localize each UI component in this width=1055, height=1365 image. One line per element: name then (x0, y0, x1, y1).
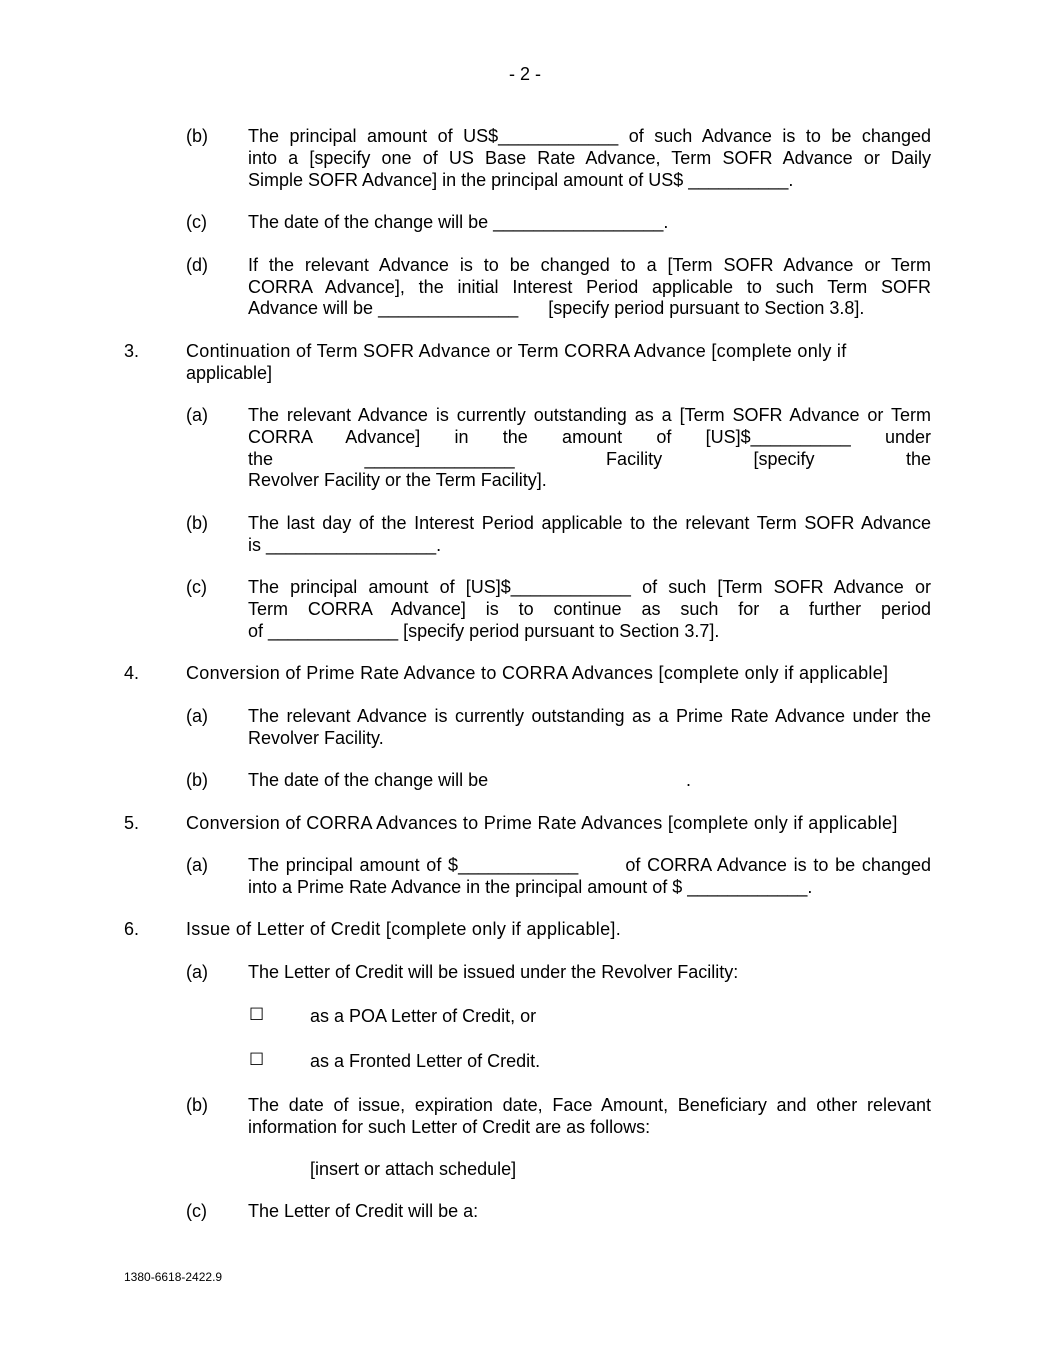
item-label-4b: (b) (186, 770, 208, 790)
document-footer-id: 1380-6618-2422.9 (124, 1270, 223, 1284)
item-6c-text: The Letter of Credit will be a: (248, 1201, 479, 1221)
item-label-6c: (c) (186, 1201, 207, 1221)
item-label-2d: (d) (186, 255, 208, 275)
item-3b-line-1: The last day of the Interest Period applicable to the relevant Term SOFR Advance (248, 513, 931, 533)
section-number-6: 6. (124, 919, 140, 939)
item-6b-line-1: The date of issue, expiration date, Face Amount, Beneficiary and other relevant (248, 1095, 931, 1115)
item-2c-text: The date of the change will be _________________. (248, 212, 669, 232)
section-4-title: Conversion of Prime Rate Advance to CORRA Advances [complete only if applicable] (186, 663, 889, 683)
item-3c-line-2: Term CORRA Advance] is to continue as such for a further period (248, 599, 931, 619)
item-4a-line-1: The relevant Advance is currently outstanding as a Prime Rate Advance under the (248, 706, 931, 726)
item-label-5a: (a) (186, 855, 208, 875)
item-3a-line-2: CORRA Advance] in the amount of [US]$__________ under (248, 427, 931, 447)
item-3a-line-4: Revolver Facility or the Term Facility]. (248, 470, 547, 490)
item-3a-line-1: The relevant Advance is currently outstanding as a [Term SOFR Advance or Term (248, 405, 931, 425)
item-5a-line-2: into a Prime Rate Advance in the principal amount of $ ____________. (248, 877, 813, 897)
item-2d-line-2: CORRA Advance], the initial Interest Period applicable to such Term SOFR (248, 277, 931, 297)
option-fronted-letter-label: as a Fronted Letter of Credit. (310, 1051, 541, 1071)
item-2d-line-1: If the relevant Advance is to be changed to a [Term SOFR Advance or Term (248, 255, 931, 275)
section-3-title-line-2: applicable] (186, 363, 273, 383)
item-label-6a: (a) (186, 962, 208, 982)
item-4b-period: . (686, 770, 692, 790)
section-number-3: 3. (124, 341, 140, 361)
checkbox-fronted-letter[interactable]: ☐ (249, 1050, 265, 1070)
item-label-2c: (c) (186, 212, 207, 232)
item-3c-line-3: of _____________ [specify period pursuant to Section 3.7]. (248, 621, 720, 641)
page-number: - 2 - (509, 64, 542, 84)
section-6-title: Issue of Letter of Credit [complete only if applicable]. (186, 919, 622, 939)
item-2b-line-2: into a [specify one of US Base Rate Advance, Term SOFR Advance or Daily (248, 148, 931, 168)
item-2b-line-1: The principal amount of US$____________ of such Advance is to be changed (248, 126, 931, 146)
item-2b-line-3: Simple SOFR Advance] in the principal amount of US$ __________. (248, 170, 794, 190)
section-5-title: Conversion of CORRA Advances to Prime Rate Advances [complete only if applicable] (186, 813, 898, 833)
item-label-3b: (b) (186, 513, 208, 533)
item-2d-line-3: Advance will be ______________ [specify period pursuant to Section 3.8]. (248, 298, 865, 318)
section-number-4: 4. (124, 663, 140, 683)
checkbox-poa-letter[interactable]: ☐ (249, 1005, 265, 1025)
item-label-4a: (a) (186, 706, 208, 726)
item-5a-line-1: The principal amount of $____________ of CORRA Advance is to be changed (248, 855, 931, 875)
item-label-2b: (b) (186, 126, 208, 146)
section-3-title-line-1: Continuation of Term SOFR Advance or Term CORRA Advance [complete only if (186, 341, 847, 361)
item-6b-line-2: information for such Letter of Credit are as follows: (248, 1117, 651, 1137)
item-3b-line-2: is _________________. (248, 535, 442, 555)
item-3c-line-1: The principal amount of [US]$____________ of such [Term SOFR Advance or (248, 577, 931, 597)
item-label-6b: (b) (186, 1095, 208, 1115)
item-label-3c: (c) (186, 577, 207, 597)
item-3a-line-3: the _______________ Facility [specify the (248, 449, 931, 469)
insert-schedule-note: [insert or attach schedule] (310, 1159, 517, 1179)
item-label-3a: (a) (186, 405, 208, 425)
option-poa-letter-label: as a POA Letter of Credit, or (310, 1006, 537, 1026)
section-number-5: 5. (124, 813, 140, 833)
item-6a-text: The Letter of Credit will be issued under the Revolver Facility: (248, 962, 739, 982)
item-4a-line-2: Revolver Facility. (248, 728, 384, 748)
item-4b-text: The date of the change will be (248, 770, 489, 790)
